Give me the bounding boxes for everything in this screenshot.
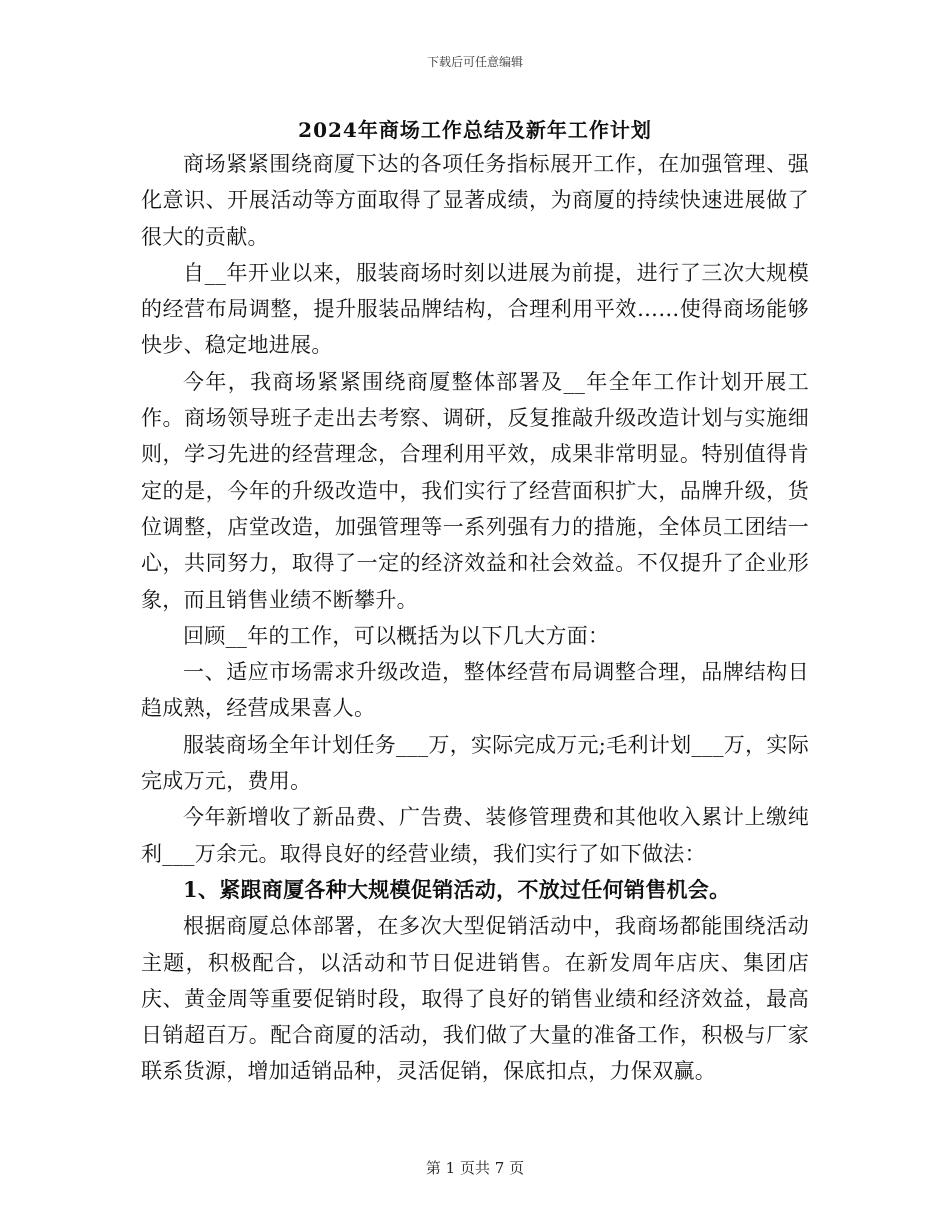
section-heading: 一、适应市场需求升级改造，整体经营布局调整合理，品牌结构日趋成熟，经营成果喜人。	[141, 660, 809, 721]
paragraph: 自__年开业以来，服装商场时刻以进展为前提，进行了三次大规模的经营布局调整，提升服装品牌结构，合理利用平效……使得商场能够快步、稳定地进展。	[141, 260, 809, 358]
paragraph: 服装商场全年计划任务___万，实际完成万元;毛利计划___万，实际完成万元，费用。	[141, 732, 809, 794]
paragraph: 根据商厦总体部署，在多次大型促销活动中，我商场都能围绕活动主题，积极配合，以活动和节日促进销售。在新发周年店庆、集团店庆、黄金周等重要促销时段，取得了良好的销售业绩和经济效益，最高日销超百万。配合商厦的活动，我们做了大量的准备工作，积极与厂家联系货源，增加适销品种，灵活促销，保底扣点，力保双赢。	[141, 914, 809, 1084]
paragraph: 今年，我商场紧紧围绕商厦整体部署及__年全年工作计划开展工作。商场领导班子走出去考察、调研，反复推敲升级改造计划与实施细则，学习先进的经营理念，合理利用平效，成果非常明显。特别值得肯定的是，今年的升级改造中，我们实行了经营面积扩大，品牌升级，货位调整，店堂改造，加强管理等一系列强有力的措施，全体员工团结一心，共同努力，取得了一定的经济效益和社会效益。不仅提升了企业形象，而且销售业绩不断攀升。	[141, 369, 809, 612]
page-header: 下载后可任意编辑	[426, 55, 523, 69]
paragraph: 商场紧紧围绕商厦下达的各项任务指标展开工作，在加强管理、强化意识、开展活动等方面取得了显著成绩，为商厦的持续快速进展做了很大的贡献。	[141, 152, 809, 249]
document-body	[141, 146, 809, 1090]
subsection-heading: 1、紧跟商厦各种大规模促销活动，不放过任何销售机会。	[183, 876, 731, 902]
paragraph: 回顾__年的工作，可以概括为以下几大方面：	[183, 623, 610, 648]
paragraph: 今年新增收了新品费、广告费、装修管理费和其他收入累计上缴纯利___万余元。取得良好的经营业绩，我们实行了如下做法：	[141, 805, 809, 866]
document-title: 2024年商场工作总结及新年工作计划	[298, 118, 652, 142]
page-number: 第 1 页共 7 页	[425, 1159, 525, 1177]
